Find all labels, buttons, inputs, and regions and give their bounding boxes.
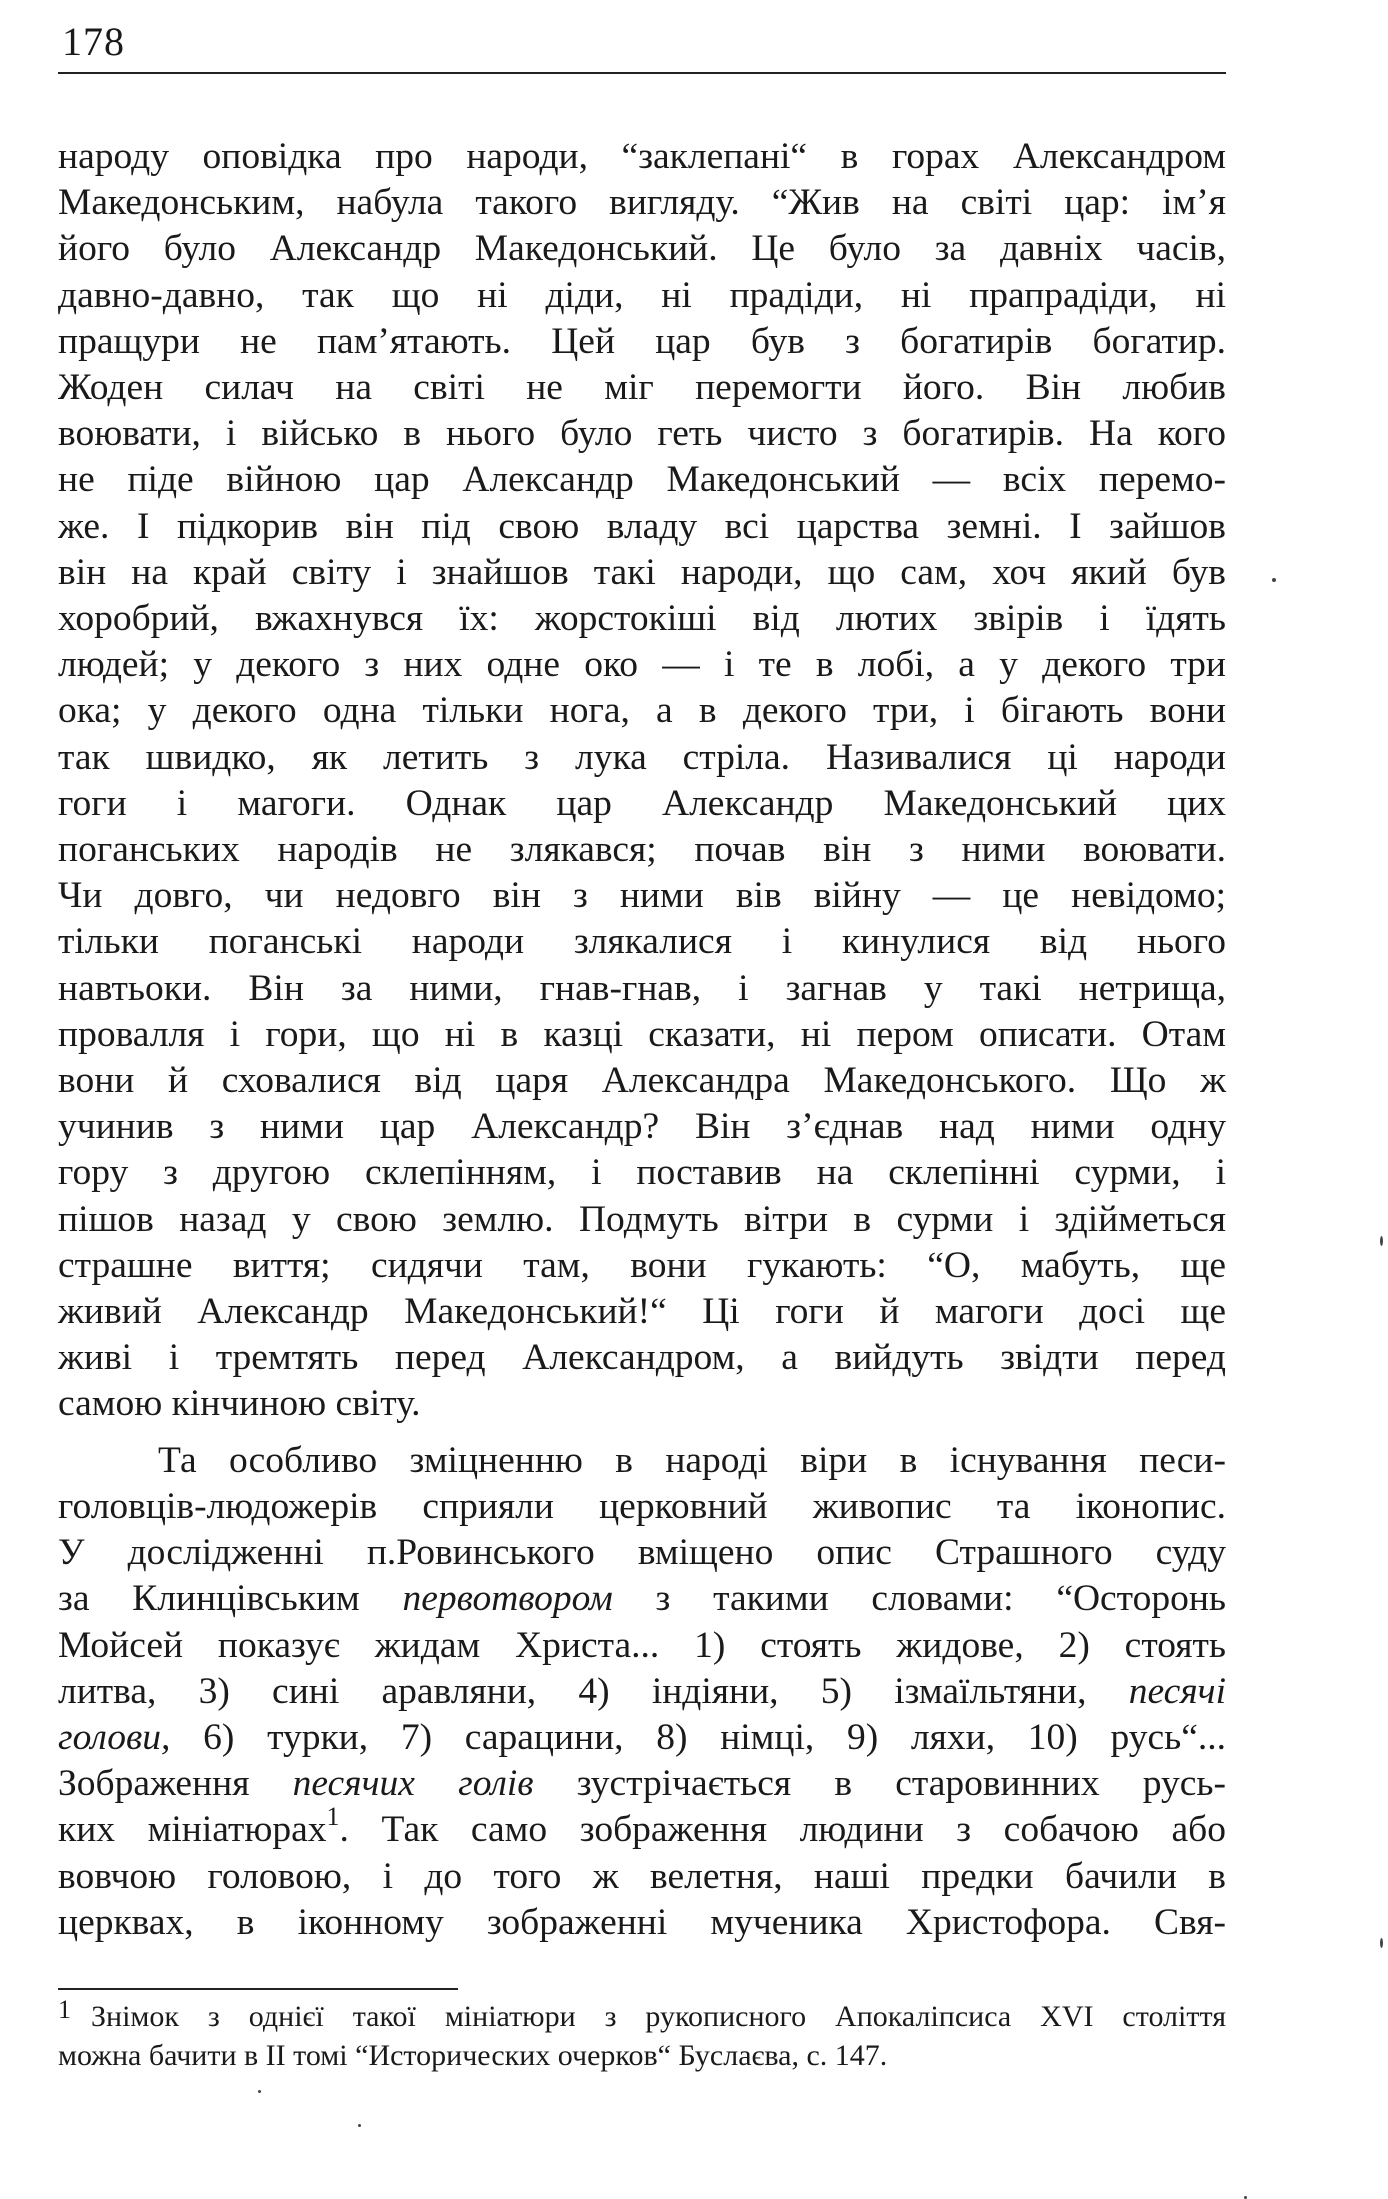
text-run: 6) турки, 7) сарацини, 8) німці, 9) ляхи, 10) русь“... bbox=[170, 1716, 1226, 1758]
text-line bbox=[58, 1669, 1226, 1715]
scan-speck bbox=[358, 2124, 361, 2127]
scan-speck bbox=[1380, 1938, 1383, 1948]
header-rule bbox=[58, 72, 1226, 74]
text-line bbox=[58, 1761, 1226, 1807]
text-line: народу оповідка про народи, “заклепані“ в горах Александром bbox=[58, 136, 1226, 177]
page-number: 178 bbox=[62, 19, 125, 64]
text-line: пішов назад у свою землю. Подмуть вітри в сурми і здійметься bbox=[58, 1198, 1226, 1240]
text-line: ока; у декого одна тільки нога, а в декого три, і бігають вони bbox=[58, 690, 1226, 732]
text-run: литва, 3) сині аравляни, 4) індіяни, 5) ізмаїльтяни, bbox=[58, 1670, 1129, 1712]
text-line: Чи довго, чи недовго він з ними вів війну — це невідомо; bbox=[58, 875, 1226, 917]
scan-speck bbox=[1380, 1236, 1383, 1246]
text-line: тільки поганські народи злякалися і кинулися від нього bbox=[58, 921, 1226, 963]
text-run: за Клинцівським bbox=[58, 1578, 403, 1620]
text-run: з такими словами: “Осторонь bbox=[612, 1578, 1226, 1620]
text-line: так швидко, як летить з лука стріла. Називалися ці народи bbox=[58, 736, 1226, 778]
italic-term: голови, bbox=[58, 1716, 171, 1758]
text-line bbox=[58, 1715, 1226, 1761]
text-line: Мойсей показує жидам Христа... 1) стоять жидове, 2) стоять bbox=[58, 1624, 1226, 1666]
footnote-rule bbox=[58, 1988, 458, 1990]
text-run: Та особливо зміцненню в народі віри в існування песи- bbox=[158, 1439, 1226, 1481]
body-text bbox=[58, 134, 1226, 1946]
text-line: не піде війною цар Александр Македонський — всіх перемо- bbox=[58, 459, 1226, 501]
text-line: поганських народів не злякався; почав він з ними воювати. bbox=[58, 829, 1226, 871]
text-line: страшне виття; сидячи там, вони гукають: “О, мабуть, ще bbox=[58, 1244, 1226, 1286]
text-line: У дослідженні п.Ровинського вміщено опис Страшного суду bbox=[58, 1532, 1226, 1574]
paragraph-2 bbox=[58, 1438, 1226, 1946]
text-line: навтьоки. Він за ними, гнав-гнав, і загнав у такі нетрища, bbox=[58, 967, 1226, 1009]
text-line: хоробрий, вжахнувся їх: жорстокіші від лютих звірів і їдять bbox=[58, 598, 1226, 640]
text-line: головців-людожерів сприяли церковний живопис та іконопис. bbox=[58, 1485, 1226, 1527]
italic-term: песячих голів bbox=[292, 1763, 534, 1805]
text-line: учинив з ними цар Александр? Він з’єднав над ними одну bbox=[58, 1106, 1226, 1148]
scan-speck bbox=[258, 2090, 261, 2093]
text-line: Македонським, набула такого вигляду. “Жив на світі цар: ім’я bbox=[58, 182, 1226, 224]
text-line: церквах, в іконному зображенні мученика Христофора. Свя- bbox=[58, 1901, 1226, 1943]
scan-speck bbox=[1272, 578, 1276, 582]
text-line bbox=[58, 1802, 1226, 1853]
text-line: вони й сховалися від царя Александра Македонського. Що ж bbox=[58, 1060, 1226, 1102]
text-line: Жоден силач на світі не міг перемогти його. Він любив bbox=[58, 367, 1226, 409]
footnote-text: Знімок з однієї такої мініатюри з рукописного Апокаліпсиса XVI століття bbox=[91, 2000, 1226, 2033]
footnote-line: можна бачити в II томі “Исторических очерков“ Буслаєва, с. 147. bbox=[58, 2039, 888, 2072]
text-line: живий Александр Македонський!“ Ці гоги й магоги досі ще bbox=[58, 1291, 1226, 1333]
text-line bbox=[58, 1438, 1226, 1484]
text-line: гоги і магоги. Однак цар Александр Македонський цих bbox=[58, 782, 1226, 824]
text-run: Зображення bbox=[58, 1763, 293, 1805]
text-line: же. І підкорив він під свою владу всі царства земні. І зайшов bbox=[58, 505, 1226, 547]
footnote-line bbox=[58, 1995, 1226, 2037]
text-line: людей; у декого з них одне око — і те в лобі, а у декого три bbox=[58, 644, 1226, 686]
text-line: пращури не пам’ятають. Цей цар був з богатирів богатир. bbox=[58, 320, 1226, 362]
footnote-reference[interactable]: 1 bbox=[326, 1802, 340, 1832]
text-line: він на край світу і знайшов такі народи, що сам, хоч який був bbox=[58, 551, 1226, 593]
text-line: самою кінчиною світу. bbox=[58, 1383, 421, 1425]
footnote bbox=[58, 1995, 1226, 2075]
text-line: вовчою головою, і до того ж велетня, наші предки бачили в bbox=[58, 1855, 1226, 1897]
paragraph-1 bbox=[58, 134, 1226, 1428]
text-line bbox=[58, 1576, 1226, 1622]
italic-term: первотвором bbox=[402, 1578, 613, 1620]
text-line: гору з другою склепінням, і поставив на склепінні сурми, і bbox=[58, 1152, 1226, 1194]
text-run: ких мініатюрах bbox=[58, 1809, 327, 1851]
italic-term: песячі bbox=[1128, 1670, 1226, 1712]
footnote-marker: 1 bbox=[58, 1995, 71, 2024]
text-run: зустрічається в старовинних русь- bbox=[533, 1763, 1226, 1805]
text-run: . Так само зображення людини з собачою або bbox=[339, 1809, 1226, 1851]
text-line: провалля і гори, що ні в казці сказати, ні пером описати. Отам bbox=[58, 1013, 1226, 1055]
text-line: живі і тремтять перед Александром, а вийдуть звідти перед bbox=[58, 1337, 1226, 1379]
text-line: його було Александр Македонський. Це було за давніх часів, bbox=[58, 228, 1226, 270]
text-line: давно-давно, так що ні діди, ні прадіди, ні прапрадіди, ні bbox=[58, 274, 1226, 316]
text-line: воювати, і військо в нього було геть чисто з богатирів. На кого bbox=[58, 413, 1226, 455]
